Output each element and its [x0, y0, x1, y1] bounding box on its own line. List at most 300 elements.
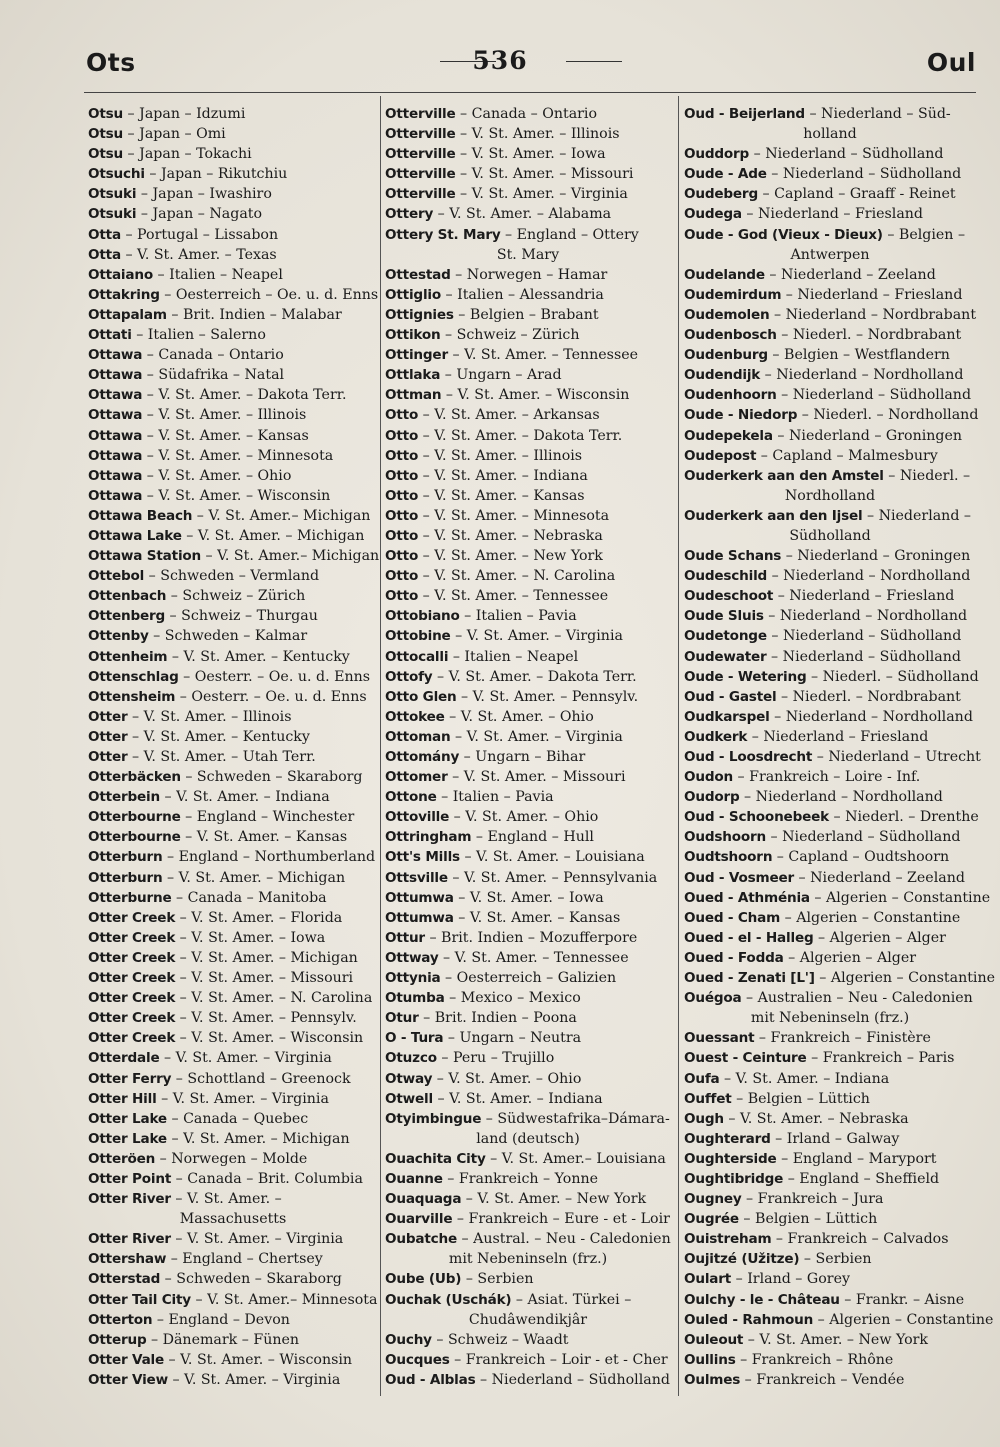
- place-location: – England – Ottery: [500, 226, 639, 243]
- place-location: – V. St. Amer. – Indiana: [418, 467, 588, 484]
- column-divider: [678, 96, 679, 1396]
- place-location: – V. St. Amer. – Missouri: [175, 970, 354, 987]
- place-location: – Japan – Idzumi: [123, 106, 246, 122]
- place-location: – V. St. Amer. – Florida: [175, 909, 343, 926]
- place-name: Ouest - Ceinture: [684, 1050, 807, 1067]
- gazetteer-entry: [88, 426, 378, 446]
- place-location: – V. St. Amer. – Kentucky: [167, 648, 350, 665]
- gazetteer-entry: [385, 566, 671, 586]
- place-location: – Frankreich – Finistère: [754, 1030, 931, 1047]
- place-location: – Portugal – Lissabon: [120, 226, 279, 243]
- place-location: – Niederland – Nordbrabant: [769, 306, 977, 323]
- place-name: Otter Creek: [88, 949, 176, 966]
- gazetteer-entry: [684, 1129, 976, 1149]
- gazetteer-entry: [684, 968, 995, 988]
- place-name: Ouanne: [385, 1170, 443, 1187]
- place-name: Otter River: [88, 1191, 171, 1208]
- place-name: Oughterard: [684, 1130, 771, 1147]
- place-name: Ougney: [684, 1191, 742, 1208]
- place-name: Otterville: [385, 166, 456, 183]
- gazetteer-entry: [88, 1310, 378, 1330]
- gazetteer-entry: [684, 1350, 976, 1370]
- gazetteer-entry: [385, 1350, 671, 1370]
- gazetteer-entry: [684, 667, 979, 687]
- gazetteer-entry: [385, 1028, 671, 1048]
- gazetteer-entry: [684, 687, 976, 707]
- place-name: Ottoman: [385, 728, 451, 745]
- place-location: – V. St. Amer. – Wisconsin: [164, 1351, 353, 1368]
- place-name: Oudewater: [684, 648, 767, 665]
- gazetteer-entry: [385, 345, 671, 365]
- place-name: Ottawa: [88, 427, 143, 444]
- gazetteer-entry: [385, 426, 671, 446]
- gazetteer-entry: [684, 948, 976, 968]
- column-1: [88, 104, 378, 1390]
- gazetteer-entry: [684, 868, 976, 888]
- gazetteer-entry: [88, 908, 378, 928]
- place-name: Ottawa: [88, 407, 143, 424]
- place-location: – Italien – Neapel: [152, 266, 283, 283]
- place-name: Otto: [385, 588, 419, 605]
- place-location: – Niederl. – Nordbrabant: [776, 327, 962, 344]
- gazetteer-entry: [88, 506, 378, 526]
- place-name: Otterbein: [88, 789, 160, 806]
- column-3: [684, 104, 995, 1390]
- header-rule: [84, 92, 976, 93]
- place-name: Oulart: [684, 1271, 732, 1288]
- gazetteer-entry: [385, 747, 671, 767]
- gazetteer-entry: [88, 1028, 378, 1048]
- place-location: – Ungarn – Arad: [440, 367, 562, 384]
- place-location-continued: St. Mary: [496, 246, 560, 263]
- place-name: Ottensheim: [88, 688, 176, 705]
- gazetteer-entry: [684, 908, 976, 928]
- place-name: Otto: [385, 527, 419, 544]
- gazetteer-entry: [88, 667, 378, 687]
- gazetteer-entry: [385, 827, 671, 847]
- place-location: – Canada – Manitoba: [171, 889, 327, 906]
- gazetteer-entry: [684, 727, 976, 747]
- gazetteer-entry: [684, 888, 991, 908]
- place-location: – Niederland – Nordholland: [739, 789, 943, 806]
- place-location: – Serbien: [461, 1271, 534, 1288]
- place-name: Ouchy: [385, 1331, 432, 1348]
- gazetteer-entry: [684, 747, 981, 767]
- place-location: – Brit. Indien – Poona: [418, 1010, 577, 1027]
- gazetteer-entry: [684, 1209, 976, 1229]
- place-location: – V. St. Amer. – Wisconsin: [175, 1030, 364, 1047]
- gazetteer-entry: [385, 626, 671, 646]
- place-name: Otter Creek: [88, 970, 176, 987]
- place-name: Oude - Wetering: [684, 668, 807, 685]
- place-location: – V. St. Amer. – Dakota Terr.: [418, 427, 623, 444]
- place-location: – V. St. Amer. – Illinois: [127, 708, 292, 725]
- place-name: Otterbäcken: [88, 769, 181, 786]
- place-location: – V. St. Amer. – Tennessee: [447, 347, 639, 364]
- place-name: Ottenschlag: [88, 668, 179, 685]
- place-name: Ottway: [385, 949, 439, 966]
- place-location: – Japan – Nagato: [136, 206, 263, 223]
- place-name: Ough: [684, 1110, 724, 1127]
- place-name: Ottawa: [88, 347, 143, 364]
- place-location: – Niederland – Friesland: [741, 206, 923, 223]
- place-name: Otter Point: [88, 1170, 172, 1187]
- place-name: Otway: [385, 1070, 433, 1087]
- gazetteer-entry: [684, 1310, 994, 1330]
- place-location: – Oesterr. – Oe. u. d. Enns: [175, 688, 367, 705]
- place-location: – Niederland – Südholland: [766, 628, 962, 645]
- place-location: – V. St. Amer. – Ohio: [142, 467, 292, 484]
- place-name: Ottaiano: [88, 266, 153, 283]
- place-name: Ottery: [385, 206, 434, 223]
- gazetteer-entry: [684, 305, 976, 325]
- place-location: – V. St. Amer. – Dakota Terr.: [432, 668, 637, 685]
- place-location: – V. St. Amer. – N. Carolina: [175, 990, 373, 1007]
- place-location: – Brit. Indien – Malabar: [166, 306, 342, 323]
- gazetteer-entry: [385, 948, 671, 968]
- place-name: Oude Schans: [684, 548, 782, 565]
- place-location: – Schottland – Greenock: [171, 1070, 351, 1087]
- place-location: – V. St. Amer. – Virginia: [455, 186, 628, 203]
- gazetteer-entry: [385, 164, 671, 184]
- place-location: – V. St. Amer. – Texas: [120, 246, 277, 263]
- place-name: Otto: [385, 487, 419, 504]
- gazetteer-entry: [684, 546, 976, 566]
- place-name: Otterburn: [88, 849, 163, 866]
- place-location: – V. St. Amer.– Louisiana: [485, 1150, 666, 1167]
- gazetteer-entry: [385, 1089, 671, 1109]
- place-location: – Belgien – Lüttich: [731, 1090, 870, 1107]
- place-location: – Niederl. – Nordbrabant: [776, 688, 961, 705]
- place-name: Otter View: [88, 1371, 168, 1388]
- gazetteer-entry: [684, 164, 976, 184]
- place-location: – Serbien: [799, 1251, 872, 1268]
- place-location-continued: Nordholland: [784, 487, 876, 504]
- place-location: – V. St. Amer. – Arkansas: [418, 407, 600, 424]
- gazetteer-entry: [88, 405, 378, 425]
- place-location: – England – Winchester: [180, 809, 355, 826]
- place-name: Ottobine: [385, 628, 451, 645]
- place-location: – Brit. Indien – Mozufferpore: [424, 929, 638, 946]
- gazetteer-entry: [88, 968, 378, 988]
- place-name: Ottershaw: [88, 1251, 167, 1268]
- place-location: – V. St. Amer. – Tennessee: [438, 949, 629, 966]
- place-name: Otuzco: [385, 1050, 437, 1067]
- gazetteer-entry: [88, 586, 378, 606]
- place-location: – Capland – Malmesbury: [756, 447, 938, 464]
- place-location: – V. St. Amer. – Virginia: [167, 1371, 341, 1388]
- place-name: Otto Glen: [385, 688, 457, 705]
- place-location: – Japan – Rikutchiu: [144, 166, 288, 183]
- place-name: Otto: [385, 548, 419, 565]
- place-name: Oudshoorn: [684, 829, 766, 846]
- gazetteer-entry: [684, 586, 976, 606]
- place-location: – Oesterr. – Oe. u. d. Enns: [178, 668, 371, 685]
- place-location: – V. St. Amer. – Indiana: [719, 1070, 890, 1087]
- place-name: Otterville: [385, 126, 456, 143]
- place-name: Oud - Vosmeer: [684, 869, 794, 886]
- place-name: Oudega: [684, 206, 742, 223]
- gazetteer-entry: [385, 988, 671, 1008]
- place-name: Ottman: [385, 387, 442, 404]
- place-location: – V. St. Amer. – Michigan: [166, 1130, 350, 1147]
- place-location: – Niederland –: [862, 507, 972, 524]
- place-name: Ottsville: [385, 869, 448, 886]
- place-name: Otter: [88, 749, 128, 765]
- gazetteer-entry: [88, 546, 378, 566]
- place-location: – V. St. Amer. – Minnesota: [142, 447, 334, 464]
- gazetteer-entry: [385, 1209, 671, 1229]
- place-location: – Norwegen – Molde: [155, 1150, 308, 1167]
- place-location: – Schweiz – Zürich: [440, 327, 580, 344]
- place-name: Oughterside: [684, 1150, 777, 1167]
- place-name: Ott's Mills: [385, 849, 460, 866]
- gazetteer-entry: [684, 827, 976, 847]
- gazetteer-entry: [88, 265, 378, 285]
- place-name: Ouistreham: [684, 1231, 772, 1248]
- place-location: – Japan – Tokachi: [123, 146, 252, 163]
- gazetteer-entry: [684, 285, 976, 305]
- place-location: – Schweden – Vermland: [144, 568, 320, 585]
- place-name: Otter Tail City: [88, 1291, 191, 1308]
- place-name: Oudendijk: [684, 367, 761, 384]
- place-location: – Australien – Neu - Caledonien: [741, 990, 973, 1007]
- gazetteer-entry: [385, 124, 671, 144]
- gazetteer-entry: [88, 807, 378, 827]
- place-name: Oude - Niedorp: [684, 407, 798, 424]
- gazetteer-entry: [385, 1008, 671, 1028]
- gazetteer-entry: [385, 847, 671, 867]
- gazetteer-entry: [684, 144, 976, 164]
- place-location: – V. St. Amer. – Ohio: [432, 1070, 582, 1087]
- place-location: – V. St. Amer. – New York: [418, 548, 603, 565]
- gazetteer-entry: [684, 1269, 976, 1289]
- place-location: – V. St. Amer. – Indiana: [432, 1090, 603, 1107]
- place-location: – V. St. Amer. – Kansas: [180, 829, 348, 846]
- gazetteer-entry: [88, 948, 378, 968]
- gazetteer-entry: [385, 667, 671, 687]
- place-name: Otterton: [88, 1311, 153, 1328]
- gazetteer-entry: [684, 1048, 976, 1068]
- place-location: – V. St. Amer. – Virginia: [156, 1090, 329, 1107]
- place-name: Otter Hill: [88, 1090, 157, 1107]
- place-name: Ottur: [385, 929, 425, 946]
- place-location: – Canada – Quebec: [166, 1110, 309, 1127]
- gazetteer-entry: [88, 647, 378, 667]
- gazetteer-entry: [385, 1269, 671, 1289]
- gazetteer-entry: [385, 486, 671, 506]
- gazetteer-entry: [88, 1109, 378, 1129]
- gazetteer-entry: [88, 1229, 378, 1249]
- place-name: Oucques: [385, 1351, 450, 1368]
- place-name: Oud - Gastel: [684, 688, 777, 705]
- gazetteer-entry: [88, 1089, 378, 1109]
- place-location: – Irland – Gorey: [731, 1271, 850, 1288]
- gazetteer-entry: [88, 727, 378, 747]
- place-location: – V. St. Amer. – Ohio: [444, 708, 594, 725]
- gazetteer-entry: [385, 466, 671, 486]
- place-location: – Ungarn – Bihar: [459, 749, 586, 765]
- place-location: – Belgien – Brabant: [453, 306, 599, 323]
- gazetteer-entry: [385, 707, 671, 727]
- place-name: Oufa: [684, 1070, 720, 1087]
- running-head-left: Ots: [86, 48, 136, 77]
- gazetteer-entry: [385, 1290, 671, 1330]
- place-location: – Capland – Graaff - Reinet: [757, 186, 956, 203]
- place-name: Ottoville: [385, 809, 450, 826]
- place-location: – Niederland – Zeeland: [764, 266, 936, 283]
- gazetteer-entry: [385, 1189, 671, 1209]
- gazetteer-entry: [385, 405, 671, 425]
- place-location: – Frankreich – Loir - et - Cher: [449, 1351, 668, 1368]
- gazetteer-entry: [88, 1189, 378, 1229]
- place-name: Ouderkerk aan den Amstel: [684, 467, 884, 484]
- place-location: – Niederland – Südholland: [749, 146, 944, 163]
- place-location: – Niederland – Friesland: [773, 588, 955, 605]
- gazetteer-entry: [88, 1048, 378, 1068]
- gazetteer-entry: [385, 104, 671, 124]
- gazetteer-entry: [684, 566, 976, 586]
- page-header: [0, 44, 1000, 84]
- place-name: Oudemirdum: [684, 286, 782, 303]
- place-location-continued: mit Nebeninseln (frz.): [448, 1251, 608, 1268]
- gazetteer-entry: [385, 184, 671, 204]
- place-location: – V. St. Amer. – New York: [461, 1191, 647, 1208]
- place-location: – Niederland – Friesland: [781, 286, 963, 303]
- place-name: Ouégoa: [684, 990, 742, 1007]
- place-location: – V. St. Amer. – Minnesota: [418, 507, 610, 524]
- place-name: Oued - Zenati [L']: [684, 970, 815, 987]
- place-name: Ottenbach: [88, 588, 167, 605]
- place-location: – Italien – Neapel: [448, 648, 579, 665]
- gazetteer-entry: [88, 787, 378, 807]
- place-name: Oued - Fodda: [684, 949, 784, 966]
- gazetteer-entry: [684, 787, 976, 807]
- gazetteer-entry: [684, 426, 976, 446]
- gazetteer-entry: [684, 1109, 976, 1129]
- gazetteer-entry: [88, 285, 378, 305]
- place-location: – Capland – Oudtshoorn: [772, 849, 950, 866]
- place-location: – V. St. Amer. – Michigan: [162, 869, 346, 886]
- gazetteer-entry: [684, 405, 979, 425]
- place-name: Oudenbosch: [684, 327, 777, 344]
- gazetteer-entry: [88, 847, 378, 867]
- place-name: Oudon: [684, 769, 733, 786]
- gazetteer-entry: [684, 506, 976, 546]
- place-name: Otter Lake: [88, 1130, 167, 1147]
- place-name: Ottawa: [88, 367, 143, 384]
- gazetteer-entry: [88, 1149, 378, 1169]
- place-location: – V. St. Amer. – Illinois: [418, 447, 583, 464]
- gazetteer-entry: [684, 1149, 976, 1169]
- place-name: Ottumwa: [385, 909, 454, 926]
- place-location: – V. St. Amer. – Pennsylvania: [447, 869, 658, 886]
- place-location: – Oesterreich – Galizien: [440, 970, 617, 987]
- place-name: Ottawa Station: [88, 548, 202, 565]
- place-location: – Asiat. Türkei –: [511, 1291, 632, 1308]
- place-name: Oud - Alblas: [385, 1371, 476, 1388]
- gazetteer-entry: [88, 1350, 378, 1370]
- place-location: – Frankreich – Paris: [806, 1050, 955, 1067]
- place-location: – Canada – Ontario: [455, 106, 598, 122]
- place-name: Oudkerk: [684, 728, 748, 745]
- place-location: – Italien – Pavia: [459, 608, 577, 625]
- place-location: – V. St. Amer. – Iowa: [453, 889, 604, 906]
- gazetteer-entry: [88, 345, 378, 365]
- place-location: – V. St. Amer. – Alabama: [433, 206, 612, 223]
- place-location: – V. St. Amer.– Michigan: [201, 548, 380, 565]
- place-name: Ottomány: [385, 749, 460, 765]
- place-location: – Frankreich – Loire - Inf.: [732, 769, 921, 786]
- gazetteer-entry: [88, 305, 378, 325]
- place-location: – Frankr. – Aisne: [839, 1291, 965, 1308]
- place-name: Oudenburg: [684, 347, 768, 364]
- place-location: – V. St. Amer.– Minnesota: [190, 1291, 378, 1308]
- gazetteer-entry: [88, 1290, 378, 1310]
- place-location: – Italien – Salerno: [131, 327, 266, 344]
- gazetteer-entry: [88, 1069, 378, 1089]
- place-location-continued: mit Nebeninseln (frz.): [750, 1010, 910, 1027]
- place-location: – Ungarn – Neutra: [443, 1030, 582, 1047]
- gazetteer-entry: [684, 325, 976, 345]
- place-name: Oudepost: [684, 447, 757, 464]
- gazetteer-entry: [385, 767, 671, 787]
- place-location: – V. St. Amer. – Illinois: [142, 407, 307, 424]
- gazetteer-entry: [684, 446, 976, 466]
- gazetteer-entry: [88, 164, 378, 184]
- place-location: – Algerien – Constantine: [814, 970, 995, 987]
- place-name: Ottinger: [385, 347, 448, 364]
- place-location: – Niederland – Utrecht: [812, 749, 981, 765]
- gazetteer-entry: [385, 1109, 671, 1149]
- place-location: – Schweden – Skaraborg: [160, 1271, 342, 1288]
- gazetteer-entry: [684, 807, 979, 827]
- place-name: Ottati: [88, 327, 132, 344]
- gazetteer-entry: [385, 446, 671, 466]
- gazetteer-entry: [684, 626, 976, 646]
- place-location: – Südwestafrika–Dámara-: [481, 1110, 670, 1127]
- place-location: – Frankreich – Eure - et - Loir: [452, 1211, 670, 1228]
- place-name: Ottenby: [88, 628, 149, 645]
- gazetteer-entry: [88, 365, 378, 385]
- place-name: Otto: [385, 568, 419, 585]
- place-name: Ottiglio: [385, 286, 442, 303]
- place-location: – Frankreich – Rhône: [735, 1351, 894, 1368]
- place-name: Otter Lake: [88, 1110, 167, 1127]
- gazetteer-entry: [684, 707, 976, 727]
- place-name: Otterburn: [88, 869, 163, 886]
- place-name: Otsu: [88, 146, 124, 163]
- place-name: Ottenberg: [88, 608, 166, 625]
- place-location: – V. St. Amer. – Wisconsin: [142, 487, 331, 504]
- gazetteer-entry: [88, 868, 378, 888]
- gazetteer-entry: [684, 1169, 976, 1189]
- gazetteer-entry: [385, 687, 671, 707]
- place-location: – Belgien –: [882, 226, 966, 243]
- gazetteer-entry: [684, 1229, 976, 1249]
- place-location: – V. St. Amer. – Utah Terr.: [127, 749, 316, 765]
- place-location: – England – Sheffield: [783, 1170, 940, 1187]
- place-location: – Schweiz – Thurgau: [165, 608, 318, 625]
- place-location: – V. St. Amer. – Missouri: [447, 769, 626, 786]
- place-location: – Irland – Galway: [770, 1130, 900, 1147]
- place-location: – V. St. Amer. – Virginia: [170, 1231, 344, 1248]
- gazetteer-entry: [385, 1330, 671, 1350]
- place-name: Oullins: [684, 1351, 736, 1368]
- place-location: – V. St. Amer. – Pennsylv.: [175, 1010, 357, 1027]
- gazetteer-entry: [385, 285, 671, 305]
- place-location-continued: holland: [803, 126, 857, 143]
